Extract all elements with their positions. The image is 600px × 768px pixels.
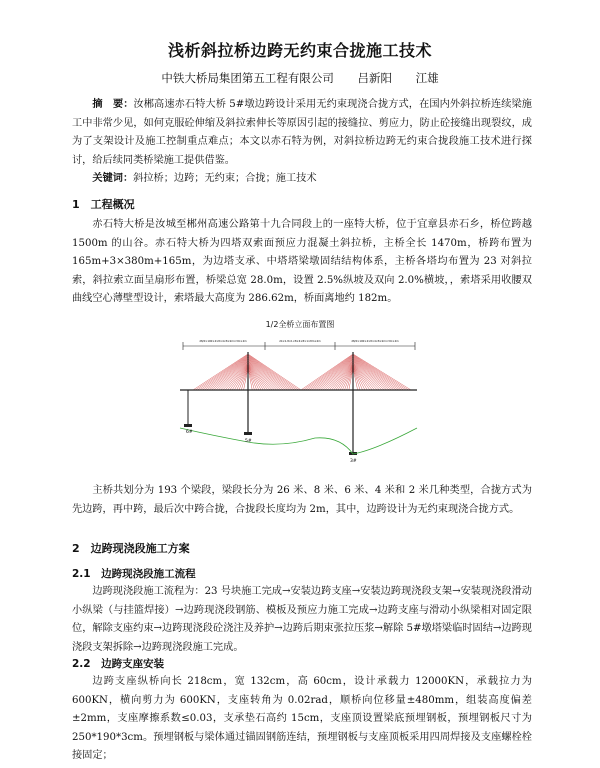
abstract-label: 摘 要： (92, 99, 134, 110)
side-pier-footing (184, 424, 192, 427)
pier-label-5: 5# (245, 439, 252, 444)
stay-cable (198, 355, 248, 390)
section-2-1-paragraph: 边跨现浇段施工流程为：23 号块施工完成→安装边跨支座→安装边跨现浇段支架→安装现浇段滑动小纵梁（与挂篮焊接）→边跨现浇段钢筋、模板及预应力施工完成→边跨支座与滑动小纵梁相对固定限位，解除支座约束→边跨现浇段砼浇注及养护→边跨后期束张拉压浆→解除 5#墩塔梁临时固结→边跨现浇段支架拆除→边跨现浇段施工完成。 (72, 586, 532, 653)
stay-cable (353, 354, 411, 390)
stay-cable (301, 354, 353, 390)
keywords-paragraph (72, 170, 532, 189)
author-organization: 中铁大桥局集团第五工程有限公司 (161, 71, 334, 85)
stay-cable (305, 355, 353, 390)
dimension-label-2: 24×1.8×1×8×4×8×1×8m×4m (279, 340, 321, 343)
stay-cable (228, 364, 249, 390)
ground-line (180, 428, 417, 454)
bridge-elevation-figure (175, 332, 425, 464)
stay-cable (193, 354, 248, 390)
section-1-paragraph-2: 主桥共划分为 193 个梁段，梁段长分为 26 米、8 米、6 米、4 米和 2 米几种类型，合拢方式为先边跨，再中跨，最后次中跨合拢，合拢段长度均为 2m，其中，边跨设计为无约束现浇合拢方式。 (72, 485, 532, 515)
section-2-heading: 2 边跨现浇段施工方案 (72, 542, 190, 555)
stay-cable (248, 367, 257, 390)
keywords-text: 斜拉桥；边跨；无约束；合拢；施工技术 (133, 173, 317, 184)
author-line (0, 70, 600, 86)
tower-1-footing (244, 432, 252, 435)
stay-cable (353, 368, 358, 390)
stay-cable (248, 354, 301, 390)
stay-cable (248, 355, 297, 390)
author-name-2: 江雄 (415, 71, 439, 85)
stay-cable (248, 368, 252, 390)
dimension-label-3: 28/2×100×4×8×4×8×2m×3m×4m (351, 340, 399, 343)
cable-fan-tower-1 (193, 354, 301, 390)
stay-cable (244, 368, 248, 390)
stay-cable (202, 357, 248, 390)
stay-cable (239, 367, 248, 390)
figure-caption: 1/2全桥立面布置图 (265, 320, 335, 329)
stay-cable (353, 367, 362, 390)
stay-cable (349, 368, 353, 390)
stay-cable (353, 364, 375, 390)
dimension-label-1: 28/2×100×4×8×4×8×2m×3m×4m (199, 340, 247, 343)
section-2-1-heading: 2.1 边跨现浇段施工流程 (72, 568, 196, 580)
section-1-paragraph-1: 赤石特大桥是汝城至郴州高速公路第十九合同段上的一座特大桥，位于宜章县赤石乡，桥位跨越 1500m 的山谷。赤石特大桥为四塔双索面预应力混凝土斜拉桥，主桥全长 1470m，桥跨布置为 165m+3×380m+165m，为边塔支承、中塔塔梁墩固结结构体系，主桥各塔均布置为 23 对斜拉索，斜拉索立面呈扇形布置，桥梁总宽 28.0m，设置 2.5%纵坡及双向 2.0%横坡，，索塔采用收腰双曲线空心薄壁型设计，索塔最大高度为 286.62m，桥面离地约 182m。 (72, 219, 532, 304)
dimension-line (183, 339, 415, 350)
keywords-label: 关键词： (92, 173, 134, 184)
section-1-heading: 1 工程概况 (72, 198, 135, 211)
stay-cable (248, 364, 268, 390)
pier-label-3: 3# (350, 459, 357, 464)
stay-cable (353, 357, 401, 390)
stay-cable (353, 355, 406, 390)
abstract-paragraph (72, 96, 532, 170)
stay-cable (344, 367, 353, 390)
pier-label-6: 6# (186, 430, 193, 435)
author-name-1: 吕新阳 (357, 71, 392, 85)
section-2-2-paragraph: 边跨支座纵桥向长 218cm，宽 132cm，高 60cm，设计承载力 12000KN，承载拉力为 600KN，横向剪力为 600KN，支座转角为 0.02rad，顺桥向位移量±480mm，组装高度偏差±2mm，支座摩擦系数≤0.03，支承垫石高约 15cm，支座顶设置梁底预埋钢板，预埋钢板尺寸为 250*190*3cm。预埋钢板与梁体通过锚固钢筋连结，预埋钢板与支座顶板采用四周焊接及支座螺栓栓接固定； (72, 676, 532, 761)
paper-title: 浅析斜拉桥边跨无约束合拢施工技术 (167, 41, 432, 60)
cable-fan-tower-2 (301, 354, 411, 390)
abstract-text: 汝郴高速赤石特大桥 5#墩边跨设计采用无约束现浇合拢方式，在国内外斜拉桥连续梁施工中非常少见，如何克服砼伸缩及斜拉索伸长等原因引起的接缝拉、剪应力，防止砼接缝出现裂纹，成为了支架设计及施工控制重点难点；本文以赤石特为例，对斜拉桥边跨无约束合拢段施工技术进行探讨，给后续同类桥梁施工提供借鉴。 (72, 99, 532, 166)
section-2-2-heading: 2.2 边跨支座安装 (72, 658, 165, 670)
